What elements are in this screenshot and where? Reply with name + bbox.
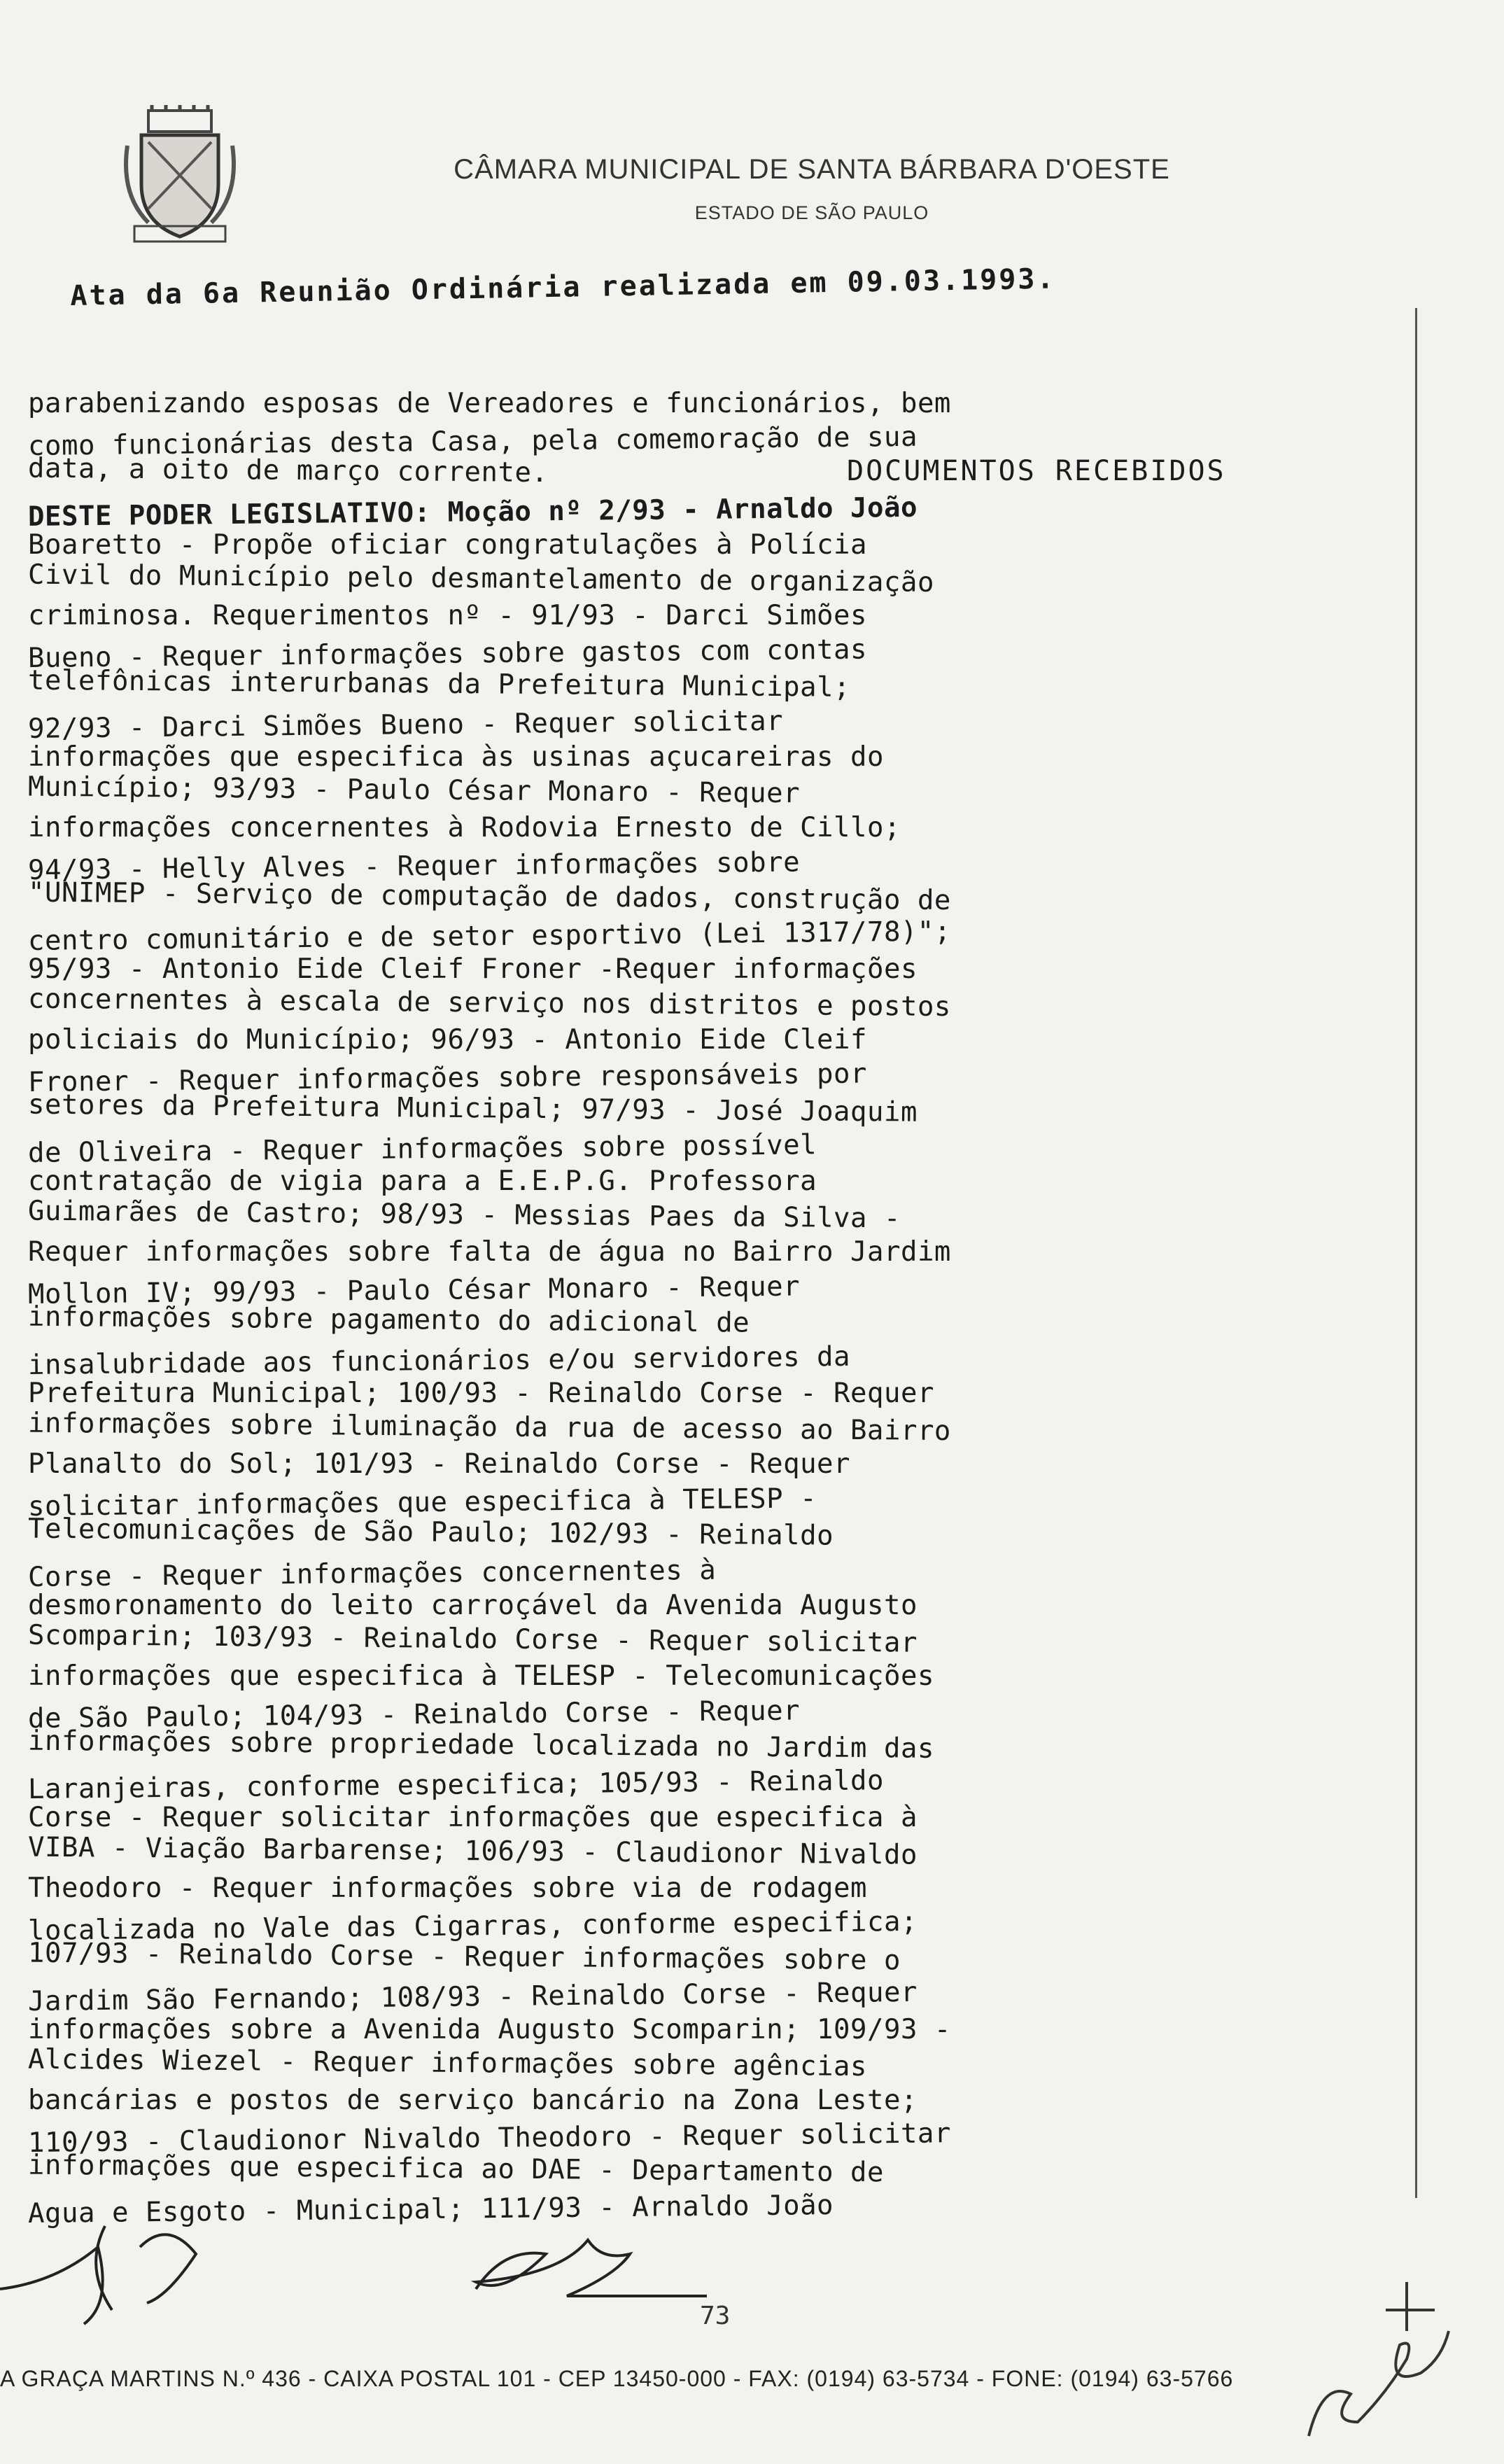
text-line: Mollon IV; 99/93 - Paulo César Monaro - Requer (27, 1270, 801, 1310)
chamber-name: CÂMARA MUNICIPAL DE SANTA BÁRBARA D'OESTE (454, 154, 1170, 185)
minutes-title: Ata da 6a Reunião Ordinária realizada em 09.03.1993. (70, 262, 1056, 312)
text-line: setores da Prefeitura Municipal; 97/93 - José Joaquim (27, 1088, 918, 1128)
section-heading: DOCUMENTOS RECEBIDOS (847, 455, 1226, 487)
text-line: informações que especifica à TELESP - Telecomunicações (28, 1660, 934, 1692)
text-line: Requer informações sobre falta de água no Bairro Jardim (28, 1236, 951, 1268)
text-line: Corse - Requer solicitar informações que especifica à (28, 1802, 918, 1833)
text-line: solicitar informações que especifica à TELESP - (27, 1482, 817, 1522)
text-line: Alcides Wiezel - Requer informações sobre agências (27, 2043, 868, 2082)
text-line: 94/93 - Helly Alves - Requer informações sobre (27, 846, 801, 886)
text-line: Agua e Esgoto - Municipal; 111/93 - Arnaldo João (27, 2189, 834, 2230)
text-line: concernentes à escala de serviço nos distritos e postos (27, 983, 952, 1023)
text-line: Bueno - Requer informações sobre gastos com contas (27, 633, 868, 674)
text-line: Guimarães de Castro; 98/93 - Messias Paes da Silva - (27, 1195, 901, 1235)
page-number: 73 (700, 2302, 731, 2330)
text-line: de São Paulo; 104/93 - Reinaldo Corse - Requer (27, 1695, 801, 1735)
text-line: 95/93 - Antonio Eide Cleif Froner -Requer informações (28, 953, 918, 985)
text-line: Scomparin; 103/93 - Reinaldo Corse - Requer solicitar (27, 1619, 918, 1659)
text-line: Telecomunicações de São Paulo; 102/93 - Reinaldo (27, 1513, 834, 1552)
minutes-body (27, 386, 1372, 2230)
text-line: informações sobre iluminação da rua de acesso ao Bairro (27, 1407, 952, 1447)
text-line: 110/93 - Claudionor Nivaldo Theodoro - Requer solicitar (27, 2117, 952, 2159)
text-line-part: data, a oito de março corrente. (27, 452, 549, 489)
text-line: Planalto do Sol; 101/93 - Reinaldo Corse - Requer (28, 1448, 851, 1480)
text-line: Theodoro - Requer informações sobre via de rodagem (28, 1872, 867, 1904)
state-name: ESTADO DE SÃO PAULO (694, 202, 929, 223)
letterhead (392, 154, 1232, 224)
text-line: Civil do Município pelo desmantelamento de organização (27, 559, 935, 598)
text-line: Boaretto - Propõe oficiar congratulações à Polícia (28, 529, 867, 561)
text-line: VIBA - Viação Barbarense; 106/93 - Claudionor Nivaldo (27, 1831, 918, 1871)
text-line: Laranjeiras, conforme especifica; 105/93 - Reinaldo (27, 1764, 885, 1805)
text-line: informações sobre pagamento do adicional de (27, 1301, 750, 1339)
text-line: informações concernentes à Rodovia Ernesto de Cillo; (28, 812, 901, 844)
text-line: desmoronamento do leito carroçável da Avenida Augusto (28, 1590, 918, 1621)
text-line: informações que especifica ao DAE - Departamento de (27, 2149, 885, 2189)
coat-of-arms-icon (120, 104, 239, 251)
text-line: como funcionárias desta Casa, pela comemoração de sua (27, 421, 918, 462)
text-line: Jardim São Fernando; 108/93 - Reinaldo Corse - Requer (27, 1976, 918, 2017)
text-line: policiais do Município; 96/93 - Antonio Eide Cleif (28, 1024, 867, 1056)
margin-rule (1415, 308, 1417, 2198)
text-line: Município; 93/93 - Paulo César Monaro - Requer (27, 771, 801, 809)
text-line: telefônicas interurbanas da Prefeitura Municipal; (27, 664, 851, 704)
text-line: informações sobre propriedade localizada no Jardim das (27, 1725, 935, 1765)
text-line: 92/93 - Darci Simões Bueno - Requer solicitar (27, 705, 784, 745)
text-line: parabenizando esposas de Vereadores e funcionários, bem (28, 388, 951, 419)
text-line: 107/93 - Reinaldo Corse - Requer informações sobre o (27, 1937, 901, 1977)
text-line: criminosa. Requerimentos nº - 91/93 - Darci Simões (28, 600, 867, 631)
text-line: Corse - Requer informações concernentes à (27, 1554, 717, 1593)
text-line: de Oliveira - Requer informações sobre possível (27, 1128, 817, 1169)
text-line: bancárias e postos de serviço bancário na Zona Leste; (28, 2085, 918, 2116)
text-line: Prefeitura Municipal; 100/93 - Reinaldo Corse - Requer (28, 1378, 934, 1409)
text-line: "UNIMEP - Serviço de computação de dados, construção de (27, 876, 952, 917)
text-line: Froner - Requer informações sobre responsáveis por (27, 1057, 868, 1098)
text-line: localizada no Vale das Cigarras, conforme especifica; (27, 1905, 918, 1947)
footer-address: A GRAÇA MARTINS N.º 436 - CAIXA POSTAL 101 - CEP 13450-000 - FAX: (0194) 63-5734 - FONE: (0194) 63-5766 (0, 2366, 1234, 2391)
text-line: contratação de vigia para a E.E.P.G. Professora (28, 1166, 817, 1197)
text-line: informações sobre a Avenida Augusto Scomparin; 109/93 - (28, 2014, 951, 2045)
text-line: informações que especifica às usinas açucareiras do (28, 741, 884, 773)
text-line: DESTE PODER LEGISLATIVO: Moção nº 2/93 - Arnaldo João (27, 491, 918, 533)
text-line: insalubridade aos funcionários e/ou servidores da (27, 1340, 851, 1381)
initials-icon (1281, 2254, 1463, 2464)
text-line: centro comunitário e de setor esportivo (Lei 1317/78)"; (27, 915, 952, 957)
